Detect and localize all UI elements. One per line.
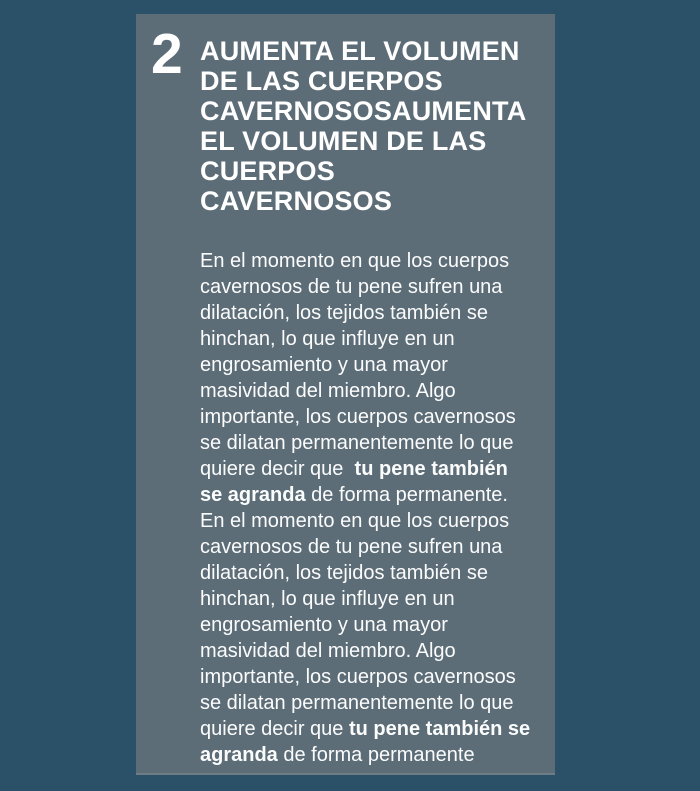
paragraph-segment: En el momento en que los cuerpos cavernosos de tu pene sufren una dilatación, los tejidos también se hinchan, lo que influye en un engrosamiento y una mayor masividad del miembro. Algo importante, los cuerpos cavernosos se dilatan permanentemente lo que quiere decir que: [200, 250, 522, 480]
paragraph-segment-bold: tu pene también se agranda: [200, 718, 536, 766]
paragraph-segment-bold: tu pene también se agranda: [200, 458, 514, 506]
paragraph-segment: de forma permanente. En el momento en que los cuerpos cavernosos de tu pene sufren una dilatación, los tejidos también se hinchan, lo que influye en un engrosamiento y una mayor masividad del miembro. Algo importante, los cuerpos cavernosos se dilatan permanentemente lo que quiere decir que: [200, 484, 522, 740]
card-content: [200, 30, 536, 768]
list-item-number: 2: [151, 22, 182, 86]
article-paragraph: [200, 248, 536, 768]
content-card: [136, 14, 555, 775]
paragraph-segment: de forma permanente: [277, 744, 475, 766]
section-heading: AUMENTA EL VOLUMEN DE LAS CUERPOS CAVERNOSOSAUMENTA EL VOLUMEN DE LAS CUERPOS CAVERNOSOS: [200, 36, 526, 216]
